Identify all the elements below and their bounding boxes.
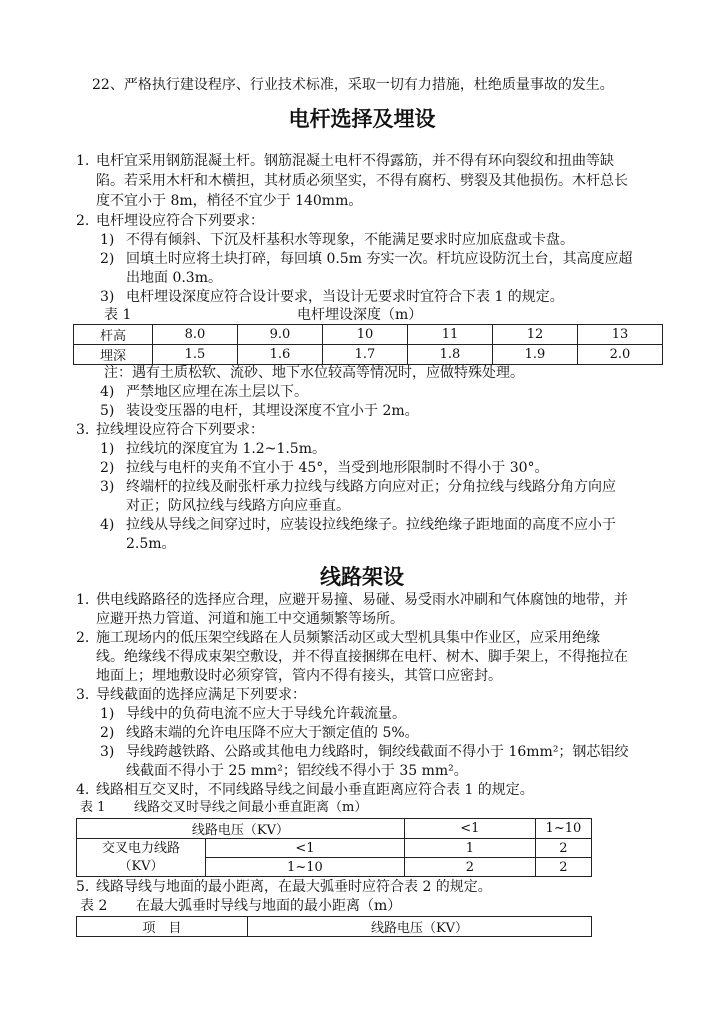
table-header-cell: 项 目 bbox=[77, 917, 248, 937]
crossing-distance-table bbox=[76, 818, 592, 877]
sub-number: 1) bbox=[100, 706, 115, 722]
paragraph-line: 地面上；埋地敷设时必须穿管，管内不得有接头，其管口应密封。 bbox=[96, 668, 502, 684]
table-group-cell bbox=[77, 839, 206, 877]
paragraph-line: 对正；防风拉线与线路方向应垂直。 bbox=[126, 498, 350, 514]
table-cell: 13 bbox=[578, 325, 663, 345]
item-number: 5. bbox=[76, 879, 90, 895]
item-number: 2. bbox=[76, 213, 90, 229]
item-number: 1. bbox=[76, 153, 90, 169]
table-cell: 9.0 bbox=[238, 325, 323, 345]
paragraph-line: 线路末端的允许电压降不应大于额定值的 5%。 bbox=[126, 725, 419, 741]
paragraph-line: 电杆埋设深度应符合设计要求，当设计无要求时宜符合下表 1 的规定。 bbox=[126, 289, 564, 305]
sub-number: 4) bbox=[100, 517, 115, 533]
table-cell: 2 bbox=[404, 858, 535, 877]
paragraph-line: 线。绝缘线不得成束架空敷设，并不得直接捆绑在电杆、树木、脚手架上，不得拖拉在 bbox=[96, 649, 628, 665]
intro-line: 22、严格执行建设程序、行业技术标准，采取一切有力措施，杜绝质量事故的发生。 bbox=[92, 77, 614, 93]
table-row bbox=[77, 917, 592, 937]
sub-number: 1) bbox=[100, 441, 115, 457]
table-title: 线路交叉时导线之间最小垂直距离（m） bbox=[134, 800, 368, 815]
table-header-cell: <1 bbox=[404, 819, 535, 839]
paragraph-line: 导线中的负荷电流不应大于导线允许载流量。 bbox=[126, 706, 406, 722]
table-cell: 11 bbox=[408, 325, 493, 345]
sub-number: 3) bbox=[100, 744, 115, 760]
item-number: 2. bbox=[76, 630, 90, 646]
sub-number: 4) bbox=[100, 384, 115, 400]
sub-number: 2) bbox=[100, 460, 115, 476]
table-row bbox=[77, 819, 592, 839]
table-row bbox=[74, 325, 663, 345]
sub-number: 2) bbox=[100, 725, 115, 741]
ground-distance-table bbox=[76, 916, 592, 937]
paragraph-line: 电杆宜采用钢筋混凝土杆。钢筋混凝土电杆不得露筋，并不得有环向裂纹和扭曲等缺 bbox=[96, 153, 614, 169]
table-group-line: （KV） bbox=[118, 858, 164, 874]
sub-number: 2) bbox=[100, 251, 115, 267]
paragraph-line: 度不宜小于 8m，梢径不宜少于 140mm。 bbox=[96, 193, 363, 209]
table-label: 表 2 bbox=[80, 898, 108, 914]
paragraph-line: 2.5m。 bbox=[126, 536, 176, 552]
table-cell: 2.0 bbox=[578, 345, 663, 365]
paragraph-line: 不得有倾斜、下沉及杆基积水等现象，不能满足要求时应加底盘或卡盘。 bbox=[126, 232, 574, 248]
item-number: 4. bbox=[76, 782, 90, 798]
table-cell: 1.9 bbox=[493, 345, 578, 365]
table-cell: 1.6 bbox=[238, 345, 323, 365]
table-header-cell: 埋深 bbox=[74, 345, 153, 365]
table-cell: 1.8 bbox=[408, 345, 493, 365]
paragraph-line: 终端杆的拉线及耐张杆承力拉线与线路方向应对正；分角拉线与线路分角方向应 bbox=[126, 479, 616, 495]
paragraph-line: 导线跨越铁路、公路或其他电力线路时，铜绞线截面不得小于 16mm²；钢芯铝绞 bbox=[126, 744, 629, 760]
table-header-cell: 线路电压（KV） bbox=[248, 917, 592, 937]
table-cell: 1 bbox=[404, 839, 535, 858]
paragraph-line: 导线截面的选择应满足下列要求： bbox=[96, 687, 306, 703]
table-header-cell: 1~10 bbox=[535, 819, 591, 839]
table-cell: 8.0 bbox=[153, 325, 238, 345]
item-number: 3. bbox=[76, 687, 90, 703]
section-title-pole: 电杆选择及埋设 bbox=[288, 107, 436, 131]
paragraph-line: 应避开热力管道、河道和施工中交通频繁等场所。 bbox=[96, 611, 404, 627]
table-cell: 1.7 bbox=[323, 345, 408, 365]
paragraph-line: 出地面 0.3m。 bbox=[126, 270, 222, 286]
sub-number: 3) bbox=[100, 289, 115, 305]
table-row bbox=[74, 345, 663, 365]
paragraph-line: 供电线路路径的选择应合理，应避开易撞、易碰、易受雨水冲刷和气体腐蚀的地带，并 bbox=[96, 592, 628, 608]
paragraph-line: 拉线埋设应符合下列要求： bbox=[96, 422, 264, 438]
paragraph-line: 回填土时应将土块打碎，每回填 0.5m 夯实一次。杆坑应设防沉土台，其高度应超 bbox=[126, 251, 633, 267]
table-cell: 1.5 bbox=[153, 345, 238, 365]
sub-number: 3) bbox=[100, 479, 115, 495]
paragraph-line: 拉线坑的深度宜为 1.2~1.5m。 bbox=[126, 441, 326, 457]
paragraph-line: 线截面不得小于 25 mm²；铝绞线不得小于 35 mm²。 bbox=[126, 763, 468, 779]
table-cell: 2 bbox=[535, 858, 591, 877]
paragraph-line: 陷。若采用木杆和木横担，其材质必须坚实，不得有腐朽、劈裂及其他损伤。木杆总长 bbox=[96, 173, 628, 189]
table-group-line: 交叉电力线路 bbox=[101, 840, 180, 856]
table-cell: 10 bbox=[323, 325, 408, 345]
paragraph-line: 拉线从导线之间穿过时，应装设拉线绝缘子。拉线绝缘子距地面的高度不应小于 bbox=[126, 517, 616, 533]
paragraph-line: 线路相互交叉时，不同线路导线之间最小垂直距离应符合表 1 的规定。 bbox=[96, 782, 534, 798]
burial-depth-table bbox=[73, 324, 663, 365]
item-number: 1. bbox=[76, 592, 90, 608]
table-row bbox=[77, 839, 592, 858]
paragraph-line: 施工现场内的低压架空线路在人员频繁活动区或大型机具集中作业区，应采用绝缘 bbox=[96, 630, 600, 646]
paragraph-line: 严禁地区应埋在冻土层以下。 bbox=[126, 384, 308, 400]
table-cell: 2 bbox=[535, 839, 591, 858]
paragraph-line: 装设变压器的电杆，其埋设深度不宜小于 2m。 bbox=[126, 403, 419, 419]
table-title: 电杆埋设深度（m） bbox=[297, 307, 423, 323]
table-label: 表 1 bbox=[80, 800, 106, 815]
paragraph-line: 线路导线与地面的最小距离，在最大弧垂时应符合表 2 的规定。 bbox=[96, 879, 492, 895]
sub-number: 5) bbox=[100, 403, 115, 419]
item-number: 3. bbox=[76, 422, 90, 438]
table-note: 注：遇有土质松软、流砂、地下水位较高等情况时，应做特殊处理。 bbox=[104, 365, 524, 381]
section-title-line: 线路架设 bbox=[320, 565, 404, 589]
table-cell: 1~10 bbox=[206, 858, 405, 877]
paragraph-line: 拉线与电杆的夹角不宜小于 45°，当受到地形限制时不得小于 30°。 bbox=[126, 460, 549, 476]
table-title: 在最大弧垂时导线与地面的最小距离（m） bbox=[136, 898, 402, 914]
table-header-cell: 线路电压（KV） bbox=[77, 819, 405, 839]
table-cell: 12 bbox=[493, 325, 578, 345]
sub-number: 1) bbox=[100, 232, 115, 248]
table-cell: <1 bbox=[206, 839, 405, 858]
paragraph-line: 电杆埋设应符合下列要求： bbox=[96, 213, 264, 229]
table-header-cell: 杆高 bbox=[74, 325, 153, 345]
table-label: 表 1 bbox=[104, 307, 132, 323]
